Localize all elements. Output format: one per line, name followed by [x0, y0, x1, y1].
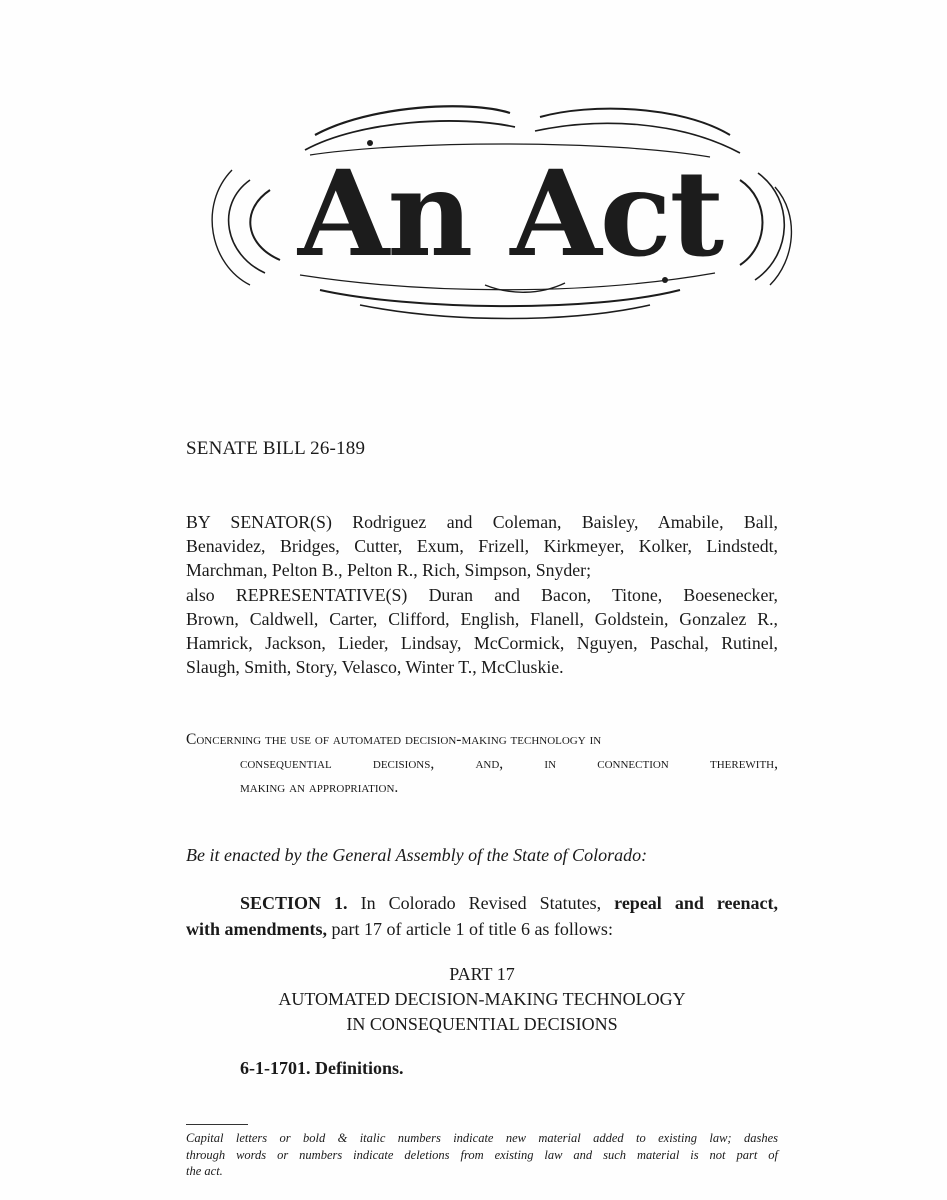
part-title: IN CONSEQUENTIAL DECISIONS [346, 1014, 618, 1034]
section-label: SECTION 1. [240, 893, 348, 913]
sponsor-line: Hamrick, Jackson, Lieder, Lindsay, McCormick, Nguyen, Paschal, Rutinel, [186, 633, 778, 654]
enacting-clause: Be it enacted by the General Assembly of the State of Colorado: [186, 845, 648, 865]
concerning-line: making an appropriation. [240, 779, 399, 796]
sponsor-line: Slaugh, Smith, Story, Velasco, Winter T., McCluskie. [186, 657, 564, 678]
section-text: part 17 of article 1 of title 6 as follows: [327, 919, 613, 939]
section-1-line-1 [186, 890, 778, 916]
section-bold-text: repeal and reenact, [614, 893, 779, 913]
definitions-heading: 6-1-1701. Definitions. [240, 1058, 404, 1078]
section-bold-text: with amendments, [186, 919, 328, 939]
bill-number: SENATE BILL 26-189 [186, 438, 366, 459]
sponsor-line: BY SENATOR(S) Rodriguez and Coleman, Baisley, Amabile, Ball, [186, 512, 778, 532]
footnote-divider [186, 1124, 248, 1125]
concerning-line: Concerning the use of automated decision-making technology in [186, 731, 602, 748]
footnote [186, 1130, 778, 1180]
seal-title-text: An Act [297, 144, 723, 283]
part-number: PART 17 [449, 964, 515, 984]
sponsor-line: Marchman, Pelton B., Pelton R., Rich, Simpson, Snyder; [186, 560, 592, 581]
an-act-seal-icon [210, 95, 795, 320]
footnote-line: Capital letters or bold & italic numbers indicate new material added to existing law; dashes [186, 1131, 778, 1145]
part-title: AUTOMATED DECISION-MAKING TECHNOLOGY [278, 989, 686, 1009]
sponsors-block [186, 510, 778, 679]
part-heading [186, 962, 778, 1037]
footnote-line: through words or numbers indicate deletions from existing law and such material is not part of [186, 1147, 778, 1162]
section-1 [186, 890, 778, 942]
sponsor-line: Brown, Caldwell, Carter, Clifford, English, Flanell, Goldstein, Gonzalez R., [186, 608, 778, 629]
concerning-line: consequential decisions, and, in connection therewith, [240, 755, 778, 772]
section-text: In Colorado Revised Statutes, [347, 893, 615, 913]
concerning-clause [186, 728, 778, 800]
sponsor-line: also REPRESENTATIVE(S) Duran and Bacon, Titone, Boesenecker, [186, 584, 778, 605]
section-1-line-2 [186, 919, 613, 939]
sponsor-line: Benavidez, Bridges, Cutter, Exum, Frizell, Kirkmeyer, Kolker, Lindstedt, [186, 536, 778, 557]
footnote-line: the act. [186, 1164, 223, 1178]
